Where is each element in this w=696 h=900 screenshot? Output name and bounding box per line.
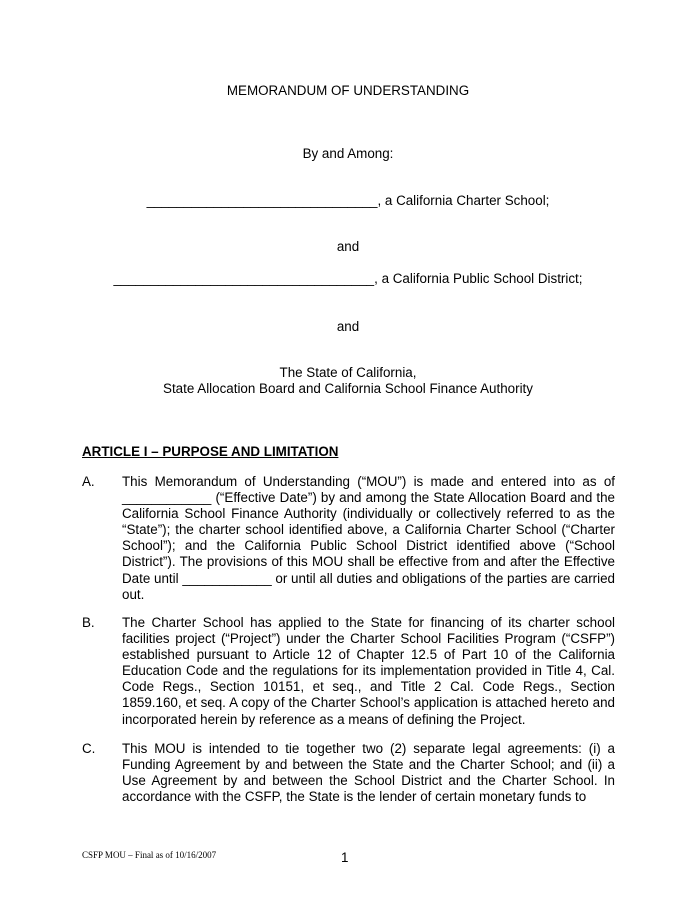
footer-version-note: CSFP MOU – Final as of 10/16/2007 <box>82 850 217 860</box>
school-district-party-line: ___________________________________, a California Public School District; <box>113 271 583 286</box>
charter-school-party-line: _______________________________, a California Charter School; <box>146 193 550 208</box>
conjunction-and-2: and <box>336 319 360 334</box>
conjunction-and-1: and <box>336 239 360 254</box>
page-number: 1 <box>341 850 349 865</box>
paragraph-b-letter: B. <box>82 615 95 630</box>
paragraph-a-letter: A. <box>82 474 95 489</box>
paragraph-a-text: This Memorandum of Understanding (“MOU”) is made and entered into as of ____________ (“Effective Date”) by and among the State Allocation Board and the California School Finance Authority (individually or collectively referred to as the “State”); the charter school identified above, a California Charter School (“Charter School”); and the California Public School District identified above (“School District”). The provisions of this MOU shall be effective from and after the Effective Date until ____________ or until all duties and obligations of the parties are carried out. <box>122 474 615 602</box>
paragraph-c-letter: C. <box>82 741 96 756</box>
state-party-line-2: State Allocation Board and California School Finance Authority <box>163 381 533 396</box>
article-heading: ARTICLE I – PURPOSE AND LIMITATION <box>82 444 339 459</box>
state-party-line-1: The State of California, <box>279 365 417 380</box>
paragraph-b-text: The Charter School has applied to the State for financing of its charter school facilities project (“Project”) under the Charter School Facilities Program (“CSFP”) established pursuant to Article 12 of Chapter 12.5 of Part 10 of the California Education Code and the regulations for its implementation provided in Title 4, Cal. Code Regs., Section 10151, et seq., and Title 2 Cal. Code Regs., Section 1859.160, et seq. A copy of the Charter School’s application is attached hereto and incorporated herein by reference as a means of defining the Project. <box>122 615 615 727</box>
paragraph-c-text: This MOU is intended to tie together two (2) separate legal agreements: (i) a Funding Agreement by and between the State and the Charter School; and (ii) a Use Agreement by and between the School District and the Charter School. In accordance with the CSFP, the State is the lender of certain monetary funds to <box>122 741 615 805</box>
by-and-among-line: By and Among: <box>302 146 394 161</box>
document-title: MEMORANDUM OF UNDERSTANDING <box>226 83 470 98</box>
